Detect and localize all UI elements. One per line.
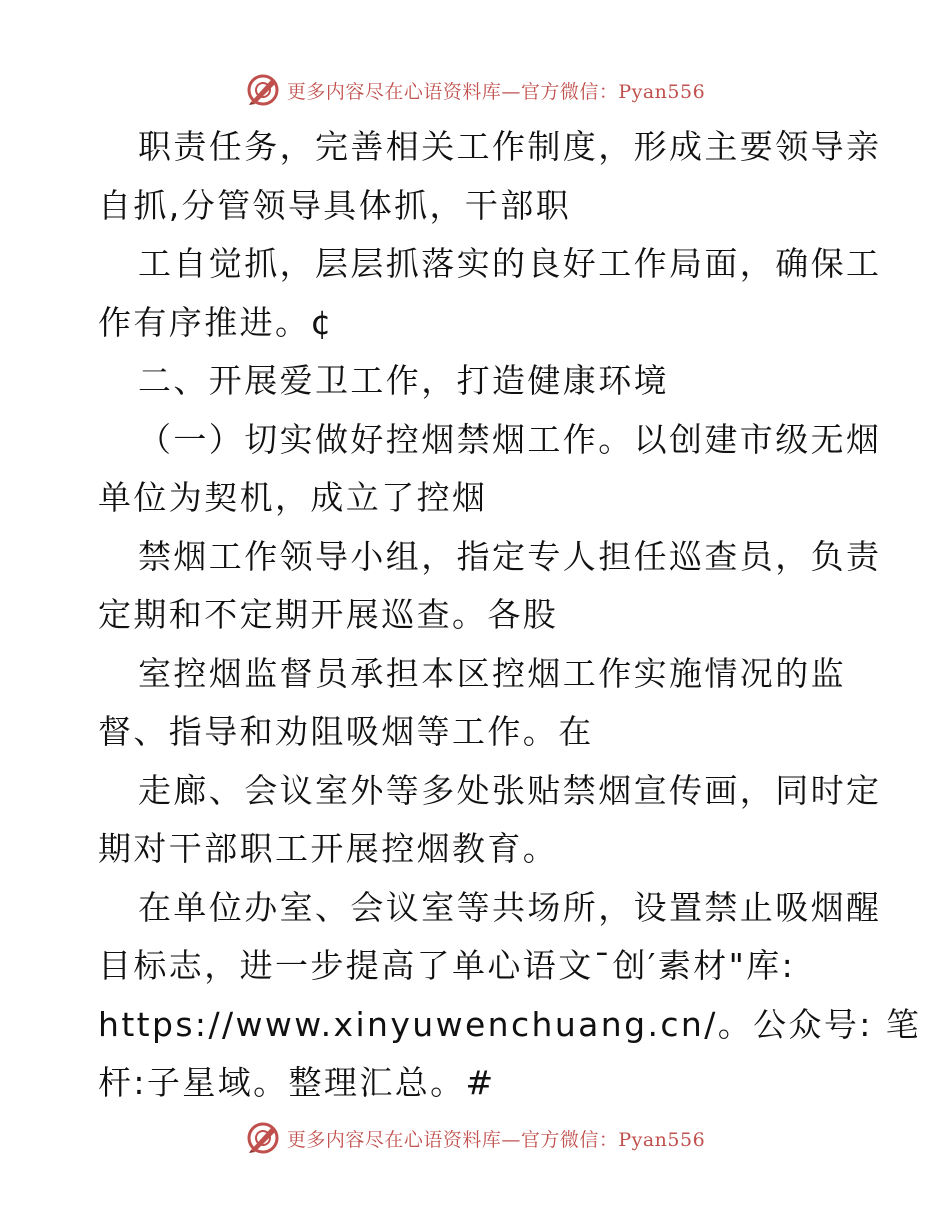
footer-watermark: [0, 1118, 950, 1158]
text-line: 禁烟工作领导小组，指定专人担任巡查员，负责: [138, 536, 882, 576]
subsection-heading: （一）切实做好控烟禁烟工作。以创建市级无烟: [138, 419, 882, 459]
document-body: [98, 118, 922, 1113]
pen-circle-logo-icon: [245, 72, 281, 108]
text-line: 定期和不定期开展巡查。各股: [98, 595, 559, 634]
pen-circle-logo-icon: [245, 1120, 281, 1156]
text-line: 职责任务，完善相关工作制度，形成主要领导亲: [138, 127, 882, 166]
text-line: 自抓,分管领导具体抓，干部职: [98, 185, 572, 225]
watermark-text: 更多内容尽在心语资料库—官方微信：Pyan556: [286, 1128, 706, 1151]
text-line: 走廊、会议室外等多处张贴禁烟宣传画，同时定: [138, 770, 882, 810]
text-line: 杆:子星域。整理汇总。#: [98, 1063, 496, 1102]
text-line: 室控烟监督员承担本区控烟工作实施情况的监: [138, 653, 846, 693]
text-line: 督、指导和劝阻吸烟等工作。在: [98, 712, 594, 751]
text-line: 目标志，进一步提高了单心语文¯创′素材"库:: [98, 946, 796, 985]
text-line: 在单位办室、会议室等共场所，设置禁止吸烟醒: [138, 887, 882, 927]
text-line: 作有序推进。¢: [98, 302, 334, 342]
text-line: 工自觉抓，层层抓落实的良好工作局面，确保工: [138, 244, 882, 283]
section-heading: 二、开展爱卫工作，打造健康环境: [138, 361, 669, 400]
text-line: 期对干部职工开展控烟教育。: [98, 829, 559, 868]
text-line: 单位为契机，成立了控烟: [98, 478, 488, 517]
header-watermark: [0, 70, 950, 110]
watermark-text: 更多内容尽在心语资料库—官方微信：Pyan556: [286, 80, 706, 103]
url-line: https://www.xinyuwenchuang.cn/。公众号: 笔: [98, 1004, 922, 1044]
